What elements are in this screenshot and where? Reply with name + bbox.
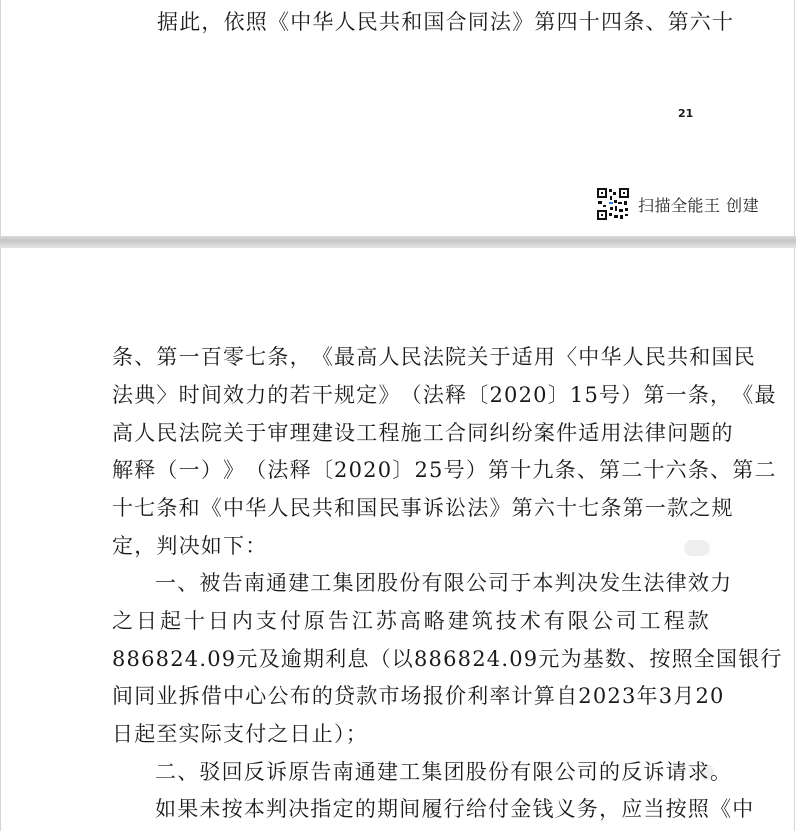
judgment-text-line: 间 同 业 拆 借 中 心 公 布 的 贷 款 市 场 报 价 利 率 计 算 自 2023 年 3 月 20 bbox=[112, 684, 725, 708]
judgment-text-line: 886824.09 元 及 逾 期 利 息 （ 以 886824.09 元 为 基 数 、 按 照 全 国 银 行 bbox=[112, 647, 783, 671]
continued-text-line: 据此，依照《中华人民共和国合同法》第四十四条、第六十 bbox=[157, 10, 735, 34]
judgment-text-line: 定，判决如下： bbox=[112, 534, 268, 558]
page-number: 21 bbox=[678, 107, 694, 120]
judgment-text-line: 十 七 条 和 《 中 华 人 民 共 和 国 民 事 诉 讼 法 》 第 六 十 七 条 第 一 款 之 规 bbox=[112, 496, 734, 520]
scan-smudge bbox=[684, 540, 710, 556]
scanner-watermark-text: 扫描全能王 创建 bbox=[638, 195, 760, 215]
judgment-text-line: 法 典 〉 时 间 效 力 的 若 干 规 定 》 （ 法 释 〔 2020 〕 15 号 ） 第 一 条 ， 《 最 bbox=[112, 383, 777, 407]
judgment-text-line: 解 释 （ 一 ） 》 （ 法 释 〔 2020 〕 25 号 ） 第 十 九 条 、 第 二 十 六 条 、 第 二 bbox=[112, 458, 777, 482]
scanner-watermark bbox=[596, 187, 759, 221]
page-edge-right bbox=[794, 0, 795, 236]
qr-code-icon bbox=[596, 187, 630, 221]
judgment-text-line: 高 人 民 法 院 关 于 审 理 建 设 工 程 施 工 合 同 纠 纷 案 件 适 用 法 律 问 题 的 bbox=[112, 421, 734, 445]
page-edge-right bbox=[794, 248, 795, 831]
page-edge-left bbox=[0, 0, 1, 236]
judgment-text-line: 日起至实际支付之日止）； bbox=[112, 722, 368, 746]
judgment-text-line: 一 、 被 告 南 通 建 工 集 团 股 份 有 限 公 司 于 本 判 决 发 生 法 律 效 力 bbox=[155, 571, 733, 595]
previous-page bbox=[0, 0, 796, 236]
page-edge-left bbox=[0, 248, 1, 831]
page-separator bbox=[0, 236, 796, 248]
judgment-text-line: 条 、 第 一 百 零 七 条 ， 《 最 高 人 民 法 院 关 于 适 用 〈 中 华 人 民 共 和 国 民 bbox=[112, 345, 756, 369]
judgment-text-line: 如 果 未 按 本 判 决 指 定 的 期 间 履 行 给 付 金 钱 义 务 ， 应 当 按 照 《 中 bbox=[155, 797, 755, 821]
judgment-text-line: 之 日 起 十 日 内 支 付 原 告 江 苏 高 略 建 筑 技 术 有 限 公 司 工 程 款 bbox=[112, 609, 710, 633]
judgment-text-line: 二、驳回反诉原告南通建工集团股份有限公司的反诉请求。 bbox=[155, 760, 733, 784]
current-page bbox=[0, 248, 796, 831]
